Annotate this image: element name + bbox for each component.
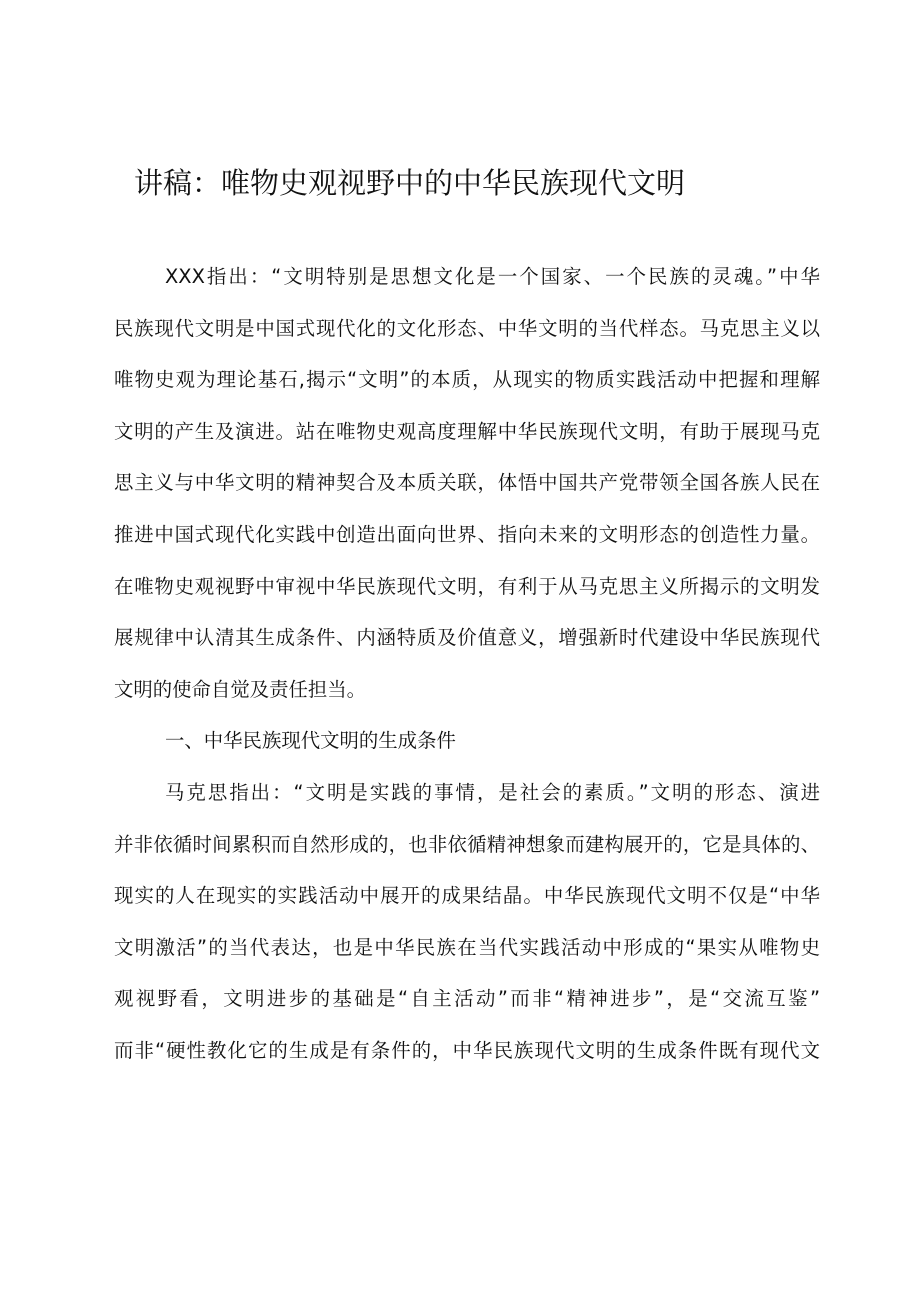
paragraph-1-line-9: 文明的使命自觉及责任担当。 [114,677,367,701]
paragraph-2-line-6: 而非“硬性教化它的生成是有条件的，中华民族现代文明的生成条件既有现代文 [114,1038,820,1062]
paragraph-1-line-6: 推进中国式现代化实践中创造出面向世界、指向未来的文明形态的创造性力量。 [114,522,820,546]
paragraph-1-line-7: 在唯物史观视野中审视中华民族现代文明，有利于从马克思主义所揭示的文明发 [114,574,820,598]
paragraph-2-line-5: 观视野看，文明进步的基础是“自主活动”而非“精神进步”，是“交流互鉴” [114,987,820,1011]
paragraph-2-line-1: 马克思指出：“文明是实践的事情，是社会的素质。”文明的形态、演进 [165,780,820,804]
paragraph-1-line-3: 唯物史观为理论基石,揭示“文明”的本质，从现实的物质实践活动中把握和理解 [114,368,820,392]
paragraph-1-line-1: XXX指出：“文明特别是思想文化是一个国家、一个民族的灵魂。”中华 [165,265,820,288]
paragraph-2-line-2: 并非依循时间累积而自然形成的，也非依循精神想象而建构展开的，它是具体的、 [114,832,820,856]
paragraph-1-line-5: 思主义与中华文明的精神契合及本质关联，体悟中国共产党带领全国各族人民在 [114,471,820,495]
document-title: 讲稿：唯物史观视野中的中华民族现代文明 [134,166,686,200]
paragraph-1-line-4: 文明的产生及演进。站在唯物史观高度理解中华民族现代文明，有助于展现马克 [114,419,820,443]
section-heading-1: 一、中华民族现代文明的生成条件 [165,729,456,753]
paragraph-1-line-2: 民族现代文明是中国式现代化的文化形态、中华文明的当代样态。马克思主义以 [114,316,820,340]
paragraph-1-line-8: 展规律中认清其生成条件、内涵特质及价值意义，增强新时代建设中华民族现代 [114,626,820,650]
paragraph-2-line-3: 现实的人在现实的实践活动中展开的成果结晶。中华民族现代文明不仅是“中华 [114,884,820,908]
document-body [114,261,820,1087]
paragraph-2-line-4: 文明激活”的当代表达，也是中华民族在当代实践活动中形成的“果实从唯物史 [114,935,820,959]
